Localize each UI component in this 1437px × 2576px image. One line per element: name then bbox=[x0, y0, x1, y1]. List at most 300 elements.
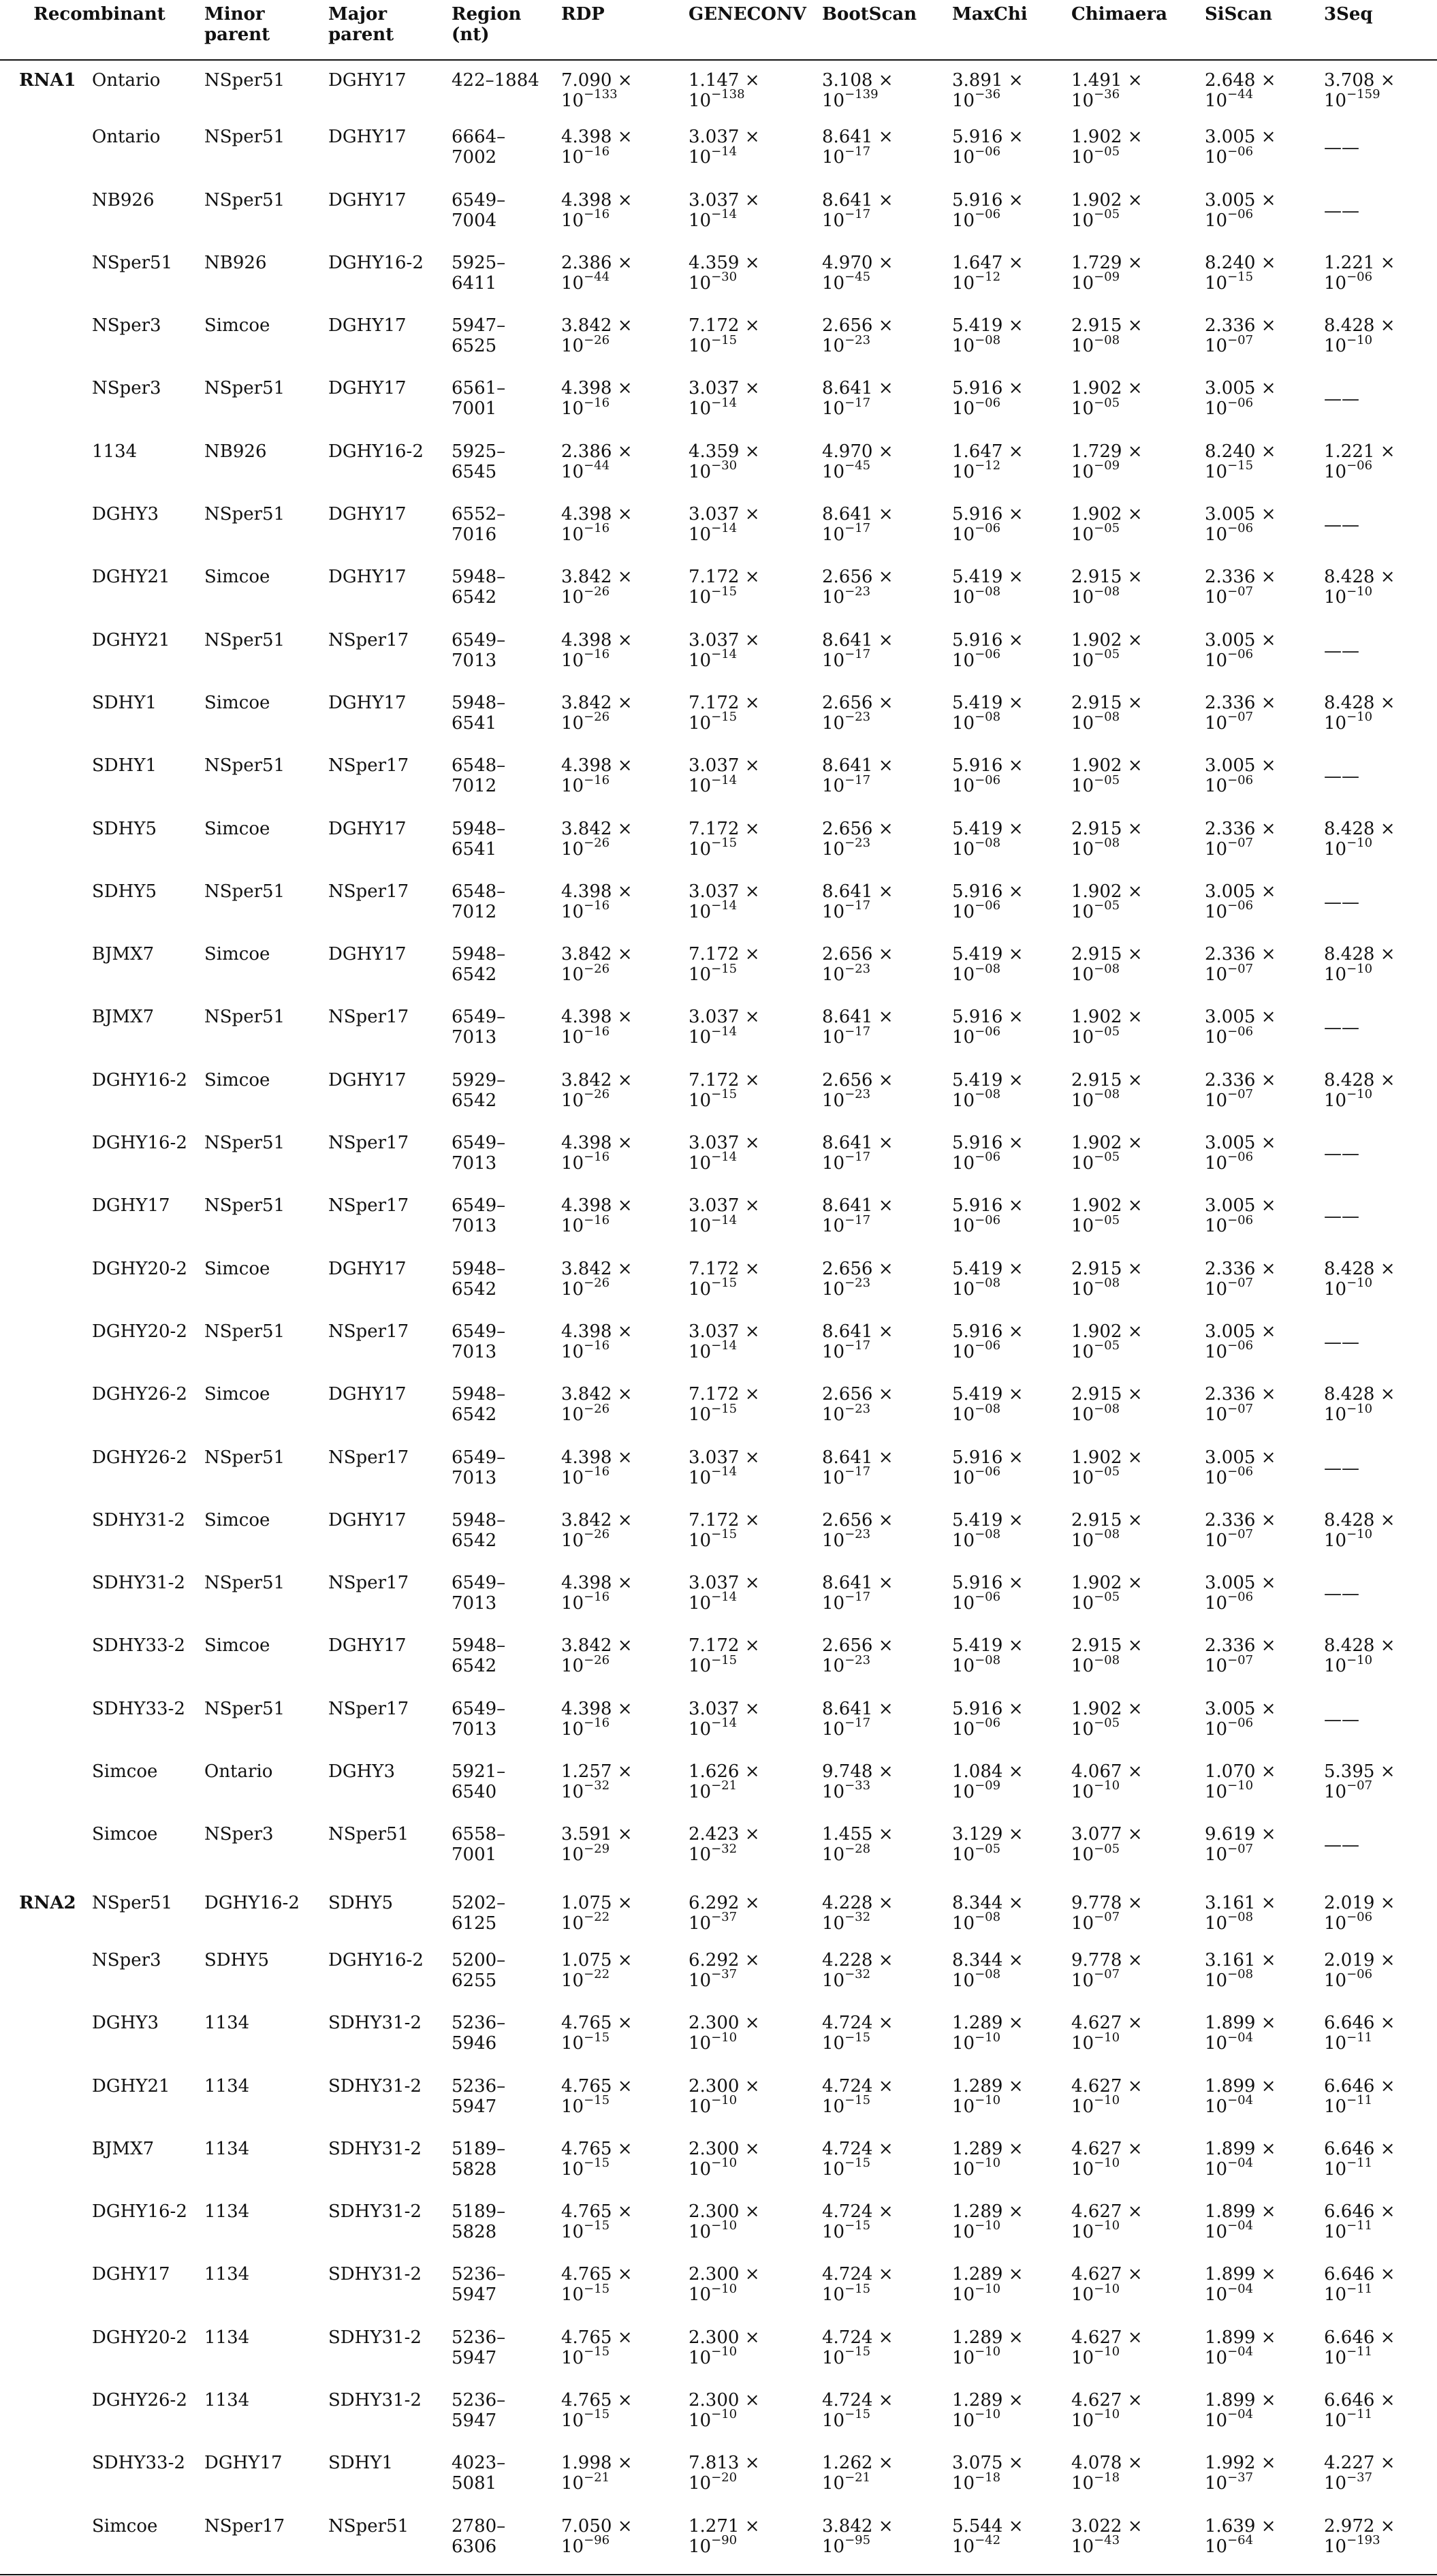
sci-value: 1.289 × bbox=[952, 2327, 1024, 2348]
cell-major-parent: DGHY17 bbox=[328, 127, 407, 148]
cell-maxchi: 5.916 × $10^{-06}$ bbox=[952, 881, 1024, 922]
sci-value: 2.336 × bbox=[1205, 944, 1276, 965]
exponent: −26 bbox=[584, 584, 610, 599]
exponent: −15 bbox=[711, 1527, 738, 1542]
cell-rdp: 4.765 × $10^{-15}$ bbox=[561, 2013, 633, 2054]
cell-geneconv: 2.300 × $10^{-10}$ bbox=[689, 2264, 760, 2306]
cell-region: 5925– 6411 bbox=[452, 252, 506, 294]
cell-group bbox=[0, 2386, 92, 2449]
exponent: −14 bbox=[711, 772, 738, 787]
cell-geneconv: 7.172 × $10^{-15}$ bbox=[689, 1069, 760, 1111]
cell-major-parent: SDHY31-2 bbox=[328, 2264, 422, 2285]
exponent: −37 bbox=[711, 1909, 738, 1924]
exponent: −15 bbox=[711, 835, 738, 850]
sci-value: 8.240 × bbox=[1205, 441, 1276, 462]
cell-siscan: 2.336 × $10^{-07}$ bbox=[1205, 1384, 1276, 1426]
exponent: −07 bbox=[1227, 1527, 1254, 1542]
cell-3seq: 6.646 × $10^{-11}$ bbox=[1324, 2013, 1395, 2054]
cell-maxchi: 5.419 × $10^{-08}$ bbox=[952, 692, 1024, 734]
cell-siscan: 3.005 × $10^{-06}$ bbox=[1205, 755, 1276, 797]
exponent: −06 bbox=[975, 898, 1001, 913]
cell-recombinant: NSper51 bbox=[92, 1892, 173, 1913]
cell-siscan: 1.899 × $10^{-04}$ bbox=[1205, 2264, 1276, 2306]
exponent: −17 bbox=[844, 772, 871, 787]
exponent: −26 bbox=[584, 1652, 610, 1667]
exponent: −23 bbox=[844, 332, 871, 347]
cell-region: 5948– 6542 bbox=[452, 1384, 506, 1426]
cell-3seq: 8.428 × $10^{-10}$ bbox=[1324, 1258, 1395, 1300]
cell-rdp: 7.050 × $10^{-96}$ bbox=[561, 2512, 689, 2575]
cell-group bbox=[0, 500, 92, 563]
cell-minor-parent: NSper51 bbox=[204, 1007, 285, 1028]
sci-value: 8.428 × bbox=[1324, 567, 1395, 588]
header-row bbox=[0, 0, 1437, 60]
exponent: −14 bbox=[711, 898, 738, 913]
cell-group bbox=[0, 123, 92, 185]
cell-maxchi: 3.891 × $10^{-36}$ bbox=[952, 70, 1024, 111]
exponent: −33 bbox=[844, 1778, 871, 1793]
sci-value: 1.455 × bbox=[822, 1824, 894, 1845]
exponent: −12 bbox=[975, 458, 1001, 473]
cell-siscan: 3.005 × $10^{-06}$ bbox=[1205, 1447, 1276, 1488]
cell-bootscan: 2.656 × $10^{-23}$ bbox=[822, 818, 894, 860]
sci-value: 5.419 × bbox=[952, 1069, 1024, 1090]
cell-minor-parent: Simcoe bbox=[204, 1509, 270, 1530]
sci-value: 1.289 × bbox=[952, 2264, 1024, 2285]
sci-value: 2.336 × bbox=[1205, 1635, 1276, 1656]
cell-geneconv: 2.300 × $10^{-10}$ bbox=[689, 2327, 760, 2368]
exponent: −14 bbox=[711, 647, 738, 662]
header-maxchi: MaxChi bbox=[952, 0, 1071, 60]
sci-value: 4.627 × bbox=[1071, 2075, 1143, 2096]
cell-recombinant: BJMX7 bbox=[92, 1007, 155, 1028]
sci-value: 5.916 × bbox=[952, 1321, 1024, 1342]
cell-rdp: 3.842 × $10^{-26}$ bbox=[561, 567, 633, 608]
cell-minor-parent: NSper51 bbox=[204, 504, 285, 525]
cell-recombinant: NSper3 bbox=[92, 378, 161, 399]
cell-region: 6561– 7001 bbox=[452, 378, 506, 420]
cell-minor-parent: 1134 bbox=[204, 2327, 250, 2348]
cell-major-parent: DGHY17 bbox=[328, 1258, 407, 1279]
table-body bbox=[0, 60, 1437, 2575]
cell-bootscan: 8.641 × $10^{-17}$ bbox=[822, 1007, 894, 1048]
exponent: −32 bbox=[711, 1841, 738, 1856]
sci-value: 5.916 × bbox=[952, 504, 1024, 525]
sci-value: 3.842 × bbox=[561, 1509, 633, 1530]
exponent: −05 bbox=[1094, 1212, 1120, 1227]
cell-major-parent: SDHY5 bbox=[328, 1892, 394, 1913]
exponent: −10 bbox=[711, 2407, 738, 2422]
sci-value: 3.022 × bbox=[1071, 2515, 1143, 2536]
exponent: −06 bbox=[975, 144, 1001, 159]
sci-value: 4.765 × bbox=[561, 2201, 633, 2222]
cell-major-parent: NSper17 bbox=[328, 1195, 409, 1216]
cell-geneconv: 3.037 × $10^{-14}$ bbox=[689, 1698, 760, 1740]
cell-bootscan: 8.641 × $10^{-17}$ bbox=[822, 881, 894, 922]
cell-3seq: 6.646 × $10^{-11}$ bbox=[1324, 2138, 1395, 2180]
sci-value: 1.289 × bbox=[952, 2075, 1024, 2096]
exponent: −07 bbox=[1227, 1087, 1254, 1102]
cell-recombinant: DGHY3 bbox=[92, 504, 159, 525]
cell-chimaera: 1.902 × $10^{-05}$ bbox=[1071, 881, 1143, 922]
cell-minor-parent: NSper51 bbox=[204, 1698, 285, 1719]
sci-value: 3.842 × bbox=[561, 818, 633, 839]
cell-siscan: 1.899 × $10^{-04}$ bbox=[1205, 2327, 1276, 2368]
sci-value: 6.646 × bbox=[1324, 2327, 1395, 2348]
exponent: −23 bbox=[844, 710, 871, 725]
cell-3seq: —— bbox=[1324, 1206, 1359, 1227]
cell-major-parent: DGHY17 bbox=[328, 315, 407, 336]
sci-value: 1.902 × bbox=[1071, 881, 1143, 902]
sci-value: 4.765 × bbox=[561, 2075, 633, 2096]
sci-value: 5.419 × bbox=[952, 567, 1024, 588]
cell-group bbox=[0, 1820, 92, 1883]
cell-group bbox=[0, 2449, 92, 2511]
cell-maxchi: 5.916 × $10^{-06}$ bbox=[952, 504, 1024, 546]
cell-3seq: —— bbox=[1324, 1144, 1359, 1165]
exponent: −08 bbox=[975, 1401, 1001, 1416]
exponent: −15 bbox=[844, 2156, 871, 2171]
exponent: −08 bbox=[1094, 961, 1120, 976]
sci-value: 4.627 × bbox=[1071, 2264, 1143, 2285]
cell-region: 5948– 6542 bbox=[452, 1258, 506, 1300]
cell-recombinant: DGHY16-2 bbox=[92, 2201, 187, 2222]
exponent: −06 bbox=[1227, 144, 1254, 159]
sci-value: 3.075 × bbox=[952, 2453, 1024, 2474]
sci-value: 1.902 × bbox=[1071, 504, 1143, 525]
header-major-parent bbox=[328, 0, 452, 60]
sci-value: 5.916 × bbox=[952, 1573, 1024, 1594]
cell-minor-parent: NSper51 bbox=[204, 378, 285, 399]
exponent: −14 bbox=[711, 1716, 738, 1731]
cell-bootscan: 2.656 × $10^{-23}$ bbox=[822, 1258, 894, 1300]
cell-siscan: 3.005 × $10^{-06}$ bbox=[1205, 1573, 1276, 1614]
exponent: −06 bbox=[975, 1150, 1001, 1165]
cell-rdp: 3.842 × $10^{-26}$ bbox=[561, 944, 633, 986]
sci-value: 1.899 × bbox=[1205, 2264, 1276, 2285]
sci-value: 7.172 × bbox=[689, 1509, 760, 1530]
exponent: −08 bbox=[1094, 835, 1120, 850]
sci-value: 5.916 × bbox=[952, 1698, 1024, 1719]
sci-value: 2.915 × bbox=[1071, 567, 1143, 588]
cell-major-parent: DGHY17 bbox=[328, 1635, 407, 1656]
cell-maxchi: 5.916 × $10^{-06}$ bbox=[952, 127, 1024, 168]
exponent: −10 bbox=[1094, 2218, 1120, 2233]
cell-group bbox=[0, 186, 92, 249]
sci-value: 4.627 × bbox=[1071, 2327, 1143, 2348]
sci-value: 3.037 × bbox=[689, 127, 760, 148]
cell-group bbox=[0, 311, 92, 374]
exponent: −21 bbox=[711, 1778, 738, 1793]
exponent: −10 bbox=[711, 2281, 738, 2296]
exponent: −23 bbox=[844, 584, 871, 599]
cell-recombinant: DGHY26-2 bbox=[92, 1447, 187, 1468]
sci-value: 1.902 × bbox=[1071, 1698, 1143, 1719]
header-minor-line1: Minor bbox=[204, 4, 265, 25]
sci-value: 3.037 × bbox=[689, 881, 760, 902]
sci-value: 3.005 × bbox=[1205, 378, 1276, 399]
cell-maxchi: 5.916 × $10^{-06}$ bbox=[952, 1321, 1024, 1362]
table-row bbox=[0, 1820, 1437, 1883]
cell-region: 6549– 7013 bbox=[452, 629, 506, 671]
exponent: −10 bbox=[975, 2156, 1001, 2171]
sci-value: 3.108 × bbox=[822, 70, 894, 91]
sci-value: 5.419 × bbox=[952, 1384, 1024, 1405]
sci-value: 5.419 × bbox=[952, 1509, 1024, 1530]
table-row bbox=[0, 2449, 1437, 2511]
cell-geneconv: 2.300 × $10^{-10}$ bbox=[689, 2075, 760, 2117]
exponent: −07 bbox=[1227, 332, 1254, 347]
cell-group bbox=[0, 1255, 92, 1317]
table-row bbox=[0, 123, 1437, 185]
cell-geneconv: 2.300 × $10^{-10}$ bbox=[689, 2138, 760, 2180]
exponent: −95 bbox=[844, 2532, 871, 2547]
sci-value: 4.765 × bbox=[561, 2138, 633, 2159]
cell-rdp: 3.842 × $10^{-26}$ bbox=[561, 315, 633, 357]
cell-bootscan: 3.842 × $10^{-95}$ bbox=[822, 2512, 952, 2575]
cell-3seq: 8.428 × $10^{-10}$ bbox=[1324, 1384, 1395, 1426]
exponent: −14 bbox=[711, 1024, 738, 1039]
cell-chimaera: 4.627 × $10^{-10}$ bbox=[1071, 2013, 1143, 2054]
cell-minor-parent: NSper51 bbox=[204, 127, 285, 148]
exponent: −16 bbox=[584, 647, 610, 662]
exponent: −10 bbox=[975, 2344, 1001, 2359]
sci-value: 8.240 × bbox=[1205, 252, 1276, 273]
cell-siscan: 1.899 × $10^{-04}$ bbox=[1205, 2201, 1276, 2243]
header-region bbox=[452, 0, 561, 60]
exponent: −26 bbox=[584, 1087, 610, 1102]
cell-geneconv: 3.037 × $10^{-14}$ bbox=[689, 189, 760, 231]
cell-maxchi: 5.916 × $10^{-06}$ bbox=[952, 378, 1024, 420]
exponent: −08 bbox=[1094, 710, 1120, 725]
cell-group bbox=[0, 1003, 92, 1065]
cell-major-parent: NSper17 bbox=[328, 1321, 409, 1342]
sci-value: 6.646 × bbox=[1324, 2201, 1395, 2222]
cell-maxchi: 5.544 × $10^{-42}$ bbox=[952, 2512, 1071, 2575]
cell-region: 5947– 6525 bbox=[452, 315, 506, 357]
cell-bootscan: 4.228 × $10^{-32}$ bbox=[822, 1949, 894, 1991]
sci-value: 8.641 × bbox=[822, 1007, 894, 1028]
exponent: −10 bbox=[1346, 710, 1373, 725]
sci-value: 3.842 × bbox=[561, 315, 633, 336]
table-row bbox=[0, 1380, 1437, 1443]
sci-value: 1.491 × bbox=[1071, 70, 1143, 91]
cell-geneconv: 3.037 × $10^{-14}$ bbox=[689, 1195, 760, 1237]
cell-minor-parent: NSper51 bbox=[204, 1447, 285, 1468]
cell-bootscan: 8.641 × $10^{-17}$ bbox=[822, 629, 894, 671]
sci-value: 3.005 × bbox=[1205, 504, 1276, 525]
sci-value: 4.398 × bbox=[561, 1573, 633, 1594]
sci-value: 3.005 × bbox=[1205, 189, 1276, 210]
cell-rdp: 3.591 × $10^{-29}$ bbox=[561, 1824, 633, 1866]
exponent: −17 bbox=[844, 144, 871, 159]
cell-region: 5236– 5947 bbox=[452, 2264, 506, 2306]
sci-value: 1.899 × bbox=[1205, 2389, 1276, 2410]
sci-value: 8.428 × bbox=[1324, 944, 1395, 965]
cell-rdp: 2.386 × $10^{-44}$ bbox=[561, 252, 633, 294]
cell-siscan: 1.899 × $10^{-04}$ bbox=[1205, 2138, 1276, 2180]
sci-value: 2.656 × bbox=[822, 692, 894, 713]
cell-chimaera: 4.627 × $10^{-10}$ bbox=[1071, 2389, 1143, 2431]
cell-maxchi: 5.916 × $10^{-06}$ bbox=[952, 1698, 1024, 1740]
exponent: −15 bbox=[711, 1401, 738, 1416]
sci-value: 7.813 × bbox=[689, 2453, 760, 2474]
exponent: −29 bbox=[584, 1841, 610, 1856]
table-row bbox=[0, 2009, 1437, 2071]
exponent: −08 bbox=[975, 961, 1001, 976]
cell-maxchi: 1.647 × $10^{-12}$ bbox=[952, 441, 1024, 482]
sci-value: 2.019 × bbox=[1324, 1949, 1395, 1970]
exponent: −06 bbox=[975, 1212, 1001, 1227]
exponent: −10 bbox=[1346, 835, 1373, 850]
cell-bootscan: 8.641 × $10^{-17}$ bbox=[822, 755, 894, 797]
cell-group bbox=[0, 1506, 92, 1569]
sci-value: 3.005 × bbox=[1205, 1321, 1276, 1342]
cell-geneconv: 4.359 × $10^{-30}$ bbox=[689, 441, 760, 482]
exponent: −07 bbox=[1094, 1967, 1120, 1982]
exponent: −16 bbox=[584, 144, 610, 159]
sci-value: 3.842 × bbox=[561, 1635, 633, 1656]
exponent: −08 bbox=[1094, 1275, 1120, 1290]
sci-value: 8.428 × bbox=[1324, 1069, 1395, 1090]
cell-3seq: 6.646 × $10^{-11}$ bbox=[1324, 2327, 1395, 2368]
sci-value: 2.019 × bbox=[1324, 1892, 1395, 1913]
sci-value: 2.386 × bbox=[561, 441, 633, 462]
sci-value: 1.221 × bbox=[1324, 441, 1395, 462]
sci-value: 6.646 × bbox=[1324, 2075, 1395, 2096]
exponent: −15 bbox=[584, 2030, 610, 2045]
sci-value: 1.902 × bbox=[1071, 1195, 1143, 1216]
sci-value: 1.070 × bbox=[1205, 1761, 1276, 1782]
sci-value: 3.842 × bbox=[561, 1384, 633, 1405]
exponent: −36 bbox=[975, 87, 1001, 102]
cell-chimaera: 1.902 × $10^{-05}$ bbox=[1071, 629, 1143, 671]
exponent: −08 bbox=[1227, 1909, 1254, 1924]
exponent: −06 bbox=[975, 521, 1001, 536]
exponent: −05 bbox=[1094, 1841, 1120, 1856]
cell-minor-parent: NSper51 bbox=[204, 1195, 285, 1216]
cell-geneconv: 3.037 × $10^{-14}$ bbox=[689, 1573, 760, 1614]
sci-value: 4.970 × bbox=[822, 252, 894, 273]
header-rdp: RDP bbox=[561, 0, 689, 60]
sci-value: 2.336 × bbox=[1205, 315, 1276, 336]
sci-value: 8.641 × bbox=[822, 1133, 894, 1154]
exponent: −04 bbox=[1227, 2092, 1254, 2107]
cell-siscan: 1.899 × $10^{-04}$ bbox=[1205, 2389, 1276, 2431]
cell-maxchi: 5.419 × $10^{-08}$ bbox=[952, 1069, 1024, 1111]
exponent: −06 bbox=[975, 1716, 1001, 1731]
cell-recombinant: NSper51 bbox=[92, 252, 173, 273]
exponent: −10 bbox=[975, 2407, 1001, 2422]
table-row bbox=[0, 1695, 1437, 1757]
header-3seq: 3Seq bbox=[1324, 0, 1437, 60]
sci-value: 5.916 × bbox=[952, 755, 1024, 776]
sci-value: 1.271 × bbox=[689, 2515, 760, 2536]
cell-siscan: 3.005 × $10^{-06}$ bbox=[1205, 629, 1276, 671]
sci-value: 7.090 × bbox=[561, 70, 633, 91]
exponent: −05 bbox=[1094, 1464, 1120, 1479]
exponent: −32 bbox=[584, 1778, 610, 1793]
sci-value: 2.972 × bbox=[1324, 2515, 1395, 2536]
exponent: −26 bbox=[584, 835, 610, 850]
exponent: −15 bbox=[1227, 458, 1254, 473]
sci-value: 2.656 × bbox=[822, 1258, 894, 1279]
cell-recombinant: DGHY20-2 bbox=[92, 1258, 187, 1279]
sci-value: 4.078 × bbox=[1071, 2453, 1143, 2474]
sci-value: 4.398 × bbox=[561, 1321, 633, 1342]
cell-rdp: 1.257 × $10^{-32}$ bbox=[561, 1761, 633, 1803]
sci-value: 3.842 × bbox=[561, 692, 633, 713]
cell-chimaera: 2.915 × $10^{-08}$ bbox=[1071, 1069, 1143, 1111]
sci-value: 1.289 × bbox=[952, 2201, 1024, 2222]
cell-major-parent: NSper17 bbox=[328, 1698, 409, 1719]
cell-maxchi: 5.916 × $10^{-06}$ bbox=[952, 1447, 1024, 1488]
exponent: −05 bbox=[1094, 1150, 1120, 1165]
cell-siscan: 3.005 × $10^{-06}$ bbox=[1205, 189, 1276, 231]
cell-major-parent: NSper17 bbox=[328, 629, 409, 650]
cell-chimaera: 1.902 × $10^{-05}$ bbox=[1071, 1698, 1143, 1740]
cell-group bbox=[0, 1443, 92, 1506]
sci-value: 8.641 × bbox=[822, 629, 894, 650]
exponent: −26 bbox=[584, 332, 610, 347]
exponent: −06 bbox=[1227, 1150, 1254, 1165]
cell-chimaera: 1.902 × $10^{-05}$ bbox=[1071, 755, 1143, 797]
cell-minor-parent: Simcoe bbox=[204, 1069, 270, 1090]
cell-3seq: 5.395 × $10^{-07}$ bbox=[1324, 1761, 1395, 1803]
sci-value: 1.998 × bbox=[561, 2453, 633, 2474]
exponent: −15 bbox=[711, 1275, 738, 1290]
cell-rdp: 4.398 × $10^{-16}$ bbox=[561, 629, 633, 671]
sci-value: 4.765 × bbox=[561, 2327, 633, 2348]
cell-group bbox=[0, 2197, 92, 2260]
sci-value: 5.544 × bbox=[952, 2515, 1024, 2536]
sci-value: 9.778 × bbox=[1071, 1949, 1143, 1970]
sci-value: 8.428 × bbox=[1324, 818, 1395, 839]
exponent: −07 bbox=[1227, 584, 1254, 599]
sci-value: 7.172 × bbox=[689, 692, 760, 713]
exponent: −06 bbox=[1346, 1909, 1373, 1924]
cell-region: 6549– 7004 bbox=[452, 189, 506, 231]
exponent: −26 bbox=[584, 1401, 610, 1416]
cell-3seq: 6.646 × $10^{-11}$ bbox=[1324, 2389, 1395, 2431]
sci-value: 1.902 × bbox=[1071, 1321, 1143, 1342]
sci-value: 4.724 × bbox=[822, 2075, 894, 2096]
exponent: −15 bbox=[844, 2344, 871, 2359]
cell-minor-parent: Simcoe bbox=[204, 818, 270, 839]
sci-value: 1.729 × bbox=[1071, 441, 1143, 462]
cell-minor-parent: NSper51 bbox=[204, 1133, 285, 1154]
table-row bbox=[0, 1506, 1437, 1569]
cell-rdp: 3.842 × $10^{-26}$ bbox=[561, 1384, 633, 1426]
cell-chimaera: 4.627 × $10^{-10}$ bbox=[1071, 2327, 1143, 2368]
sci-value: 3.842 × bbox=[561, 1069, 633, 1090]
cell-siscan: 3.005 × $10^{-06}$ bbox=[1205, 378, 1276, 420]
cell-geneconv: 7.172 × $10^{-15}$ bbox=[689, 1635, 760, 1677]
sci-value: 2.336 × bbox=[1205, 692, 1276, 713]
cell-chimaera: 2.915 × $10^{-08}$ bbox=[1071, 818, 1143, 860]
exponent: −08 bbox=[1094, 332, 1120, 347]
cell-3seq: —— bbox=[1324, 1709, 1359, 1730]
exponent: −17 bbox=[844, 1590, 871, 1605]
exponent: −07 bbox=[1346, 1778, 1373, 1793]
cell-siscan: 2.336 × $10^{-07}$ bbox=[1205, 818, 1276, 860]
cell-geneconv: 2.300 × $10^{-10}$ bbox=[689, 2389, 760, 2431]
cell-bootscan: 8.641 × $10^{-17}$ bbox=[822, 1133, 894, 1174]
cell-major-parent: NSper51 bbox=[328, 2512, 452, 2575]
sci-value: 4.398 × bbox=[561, 755, 633, 776]
sci-value: 3.005 × bbox=[1205, 1447, 1276, 1468]
table-row bbox=[0, 2512, 1437, 2575]
